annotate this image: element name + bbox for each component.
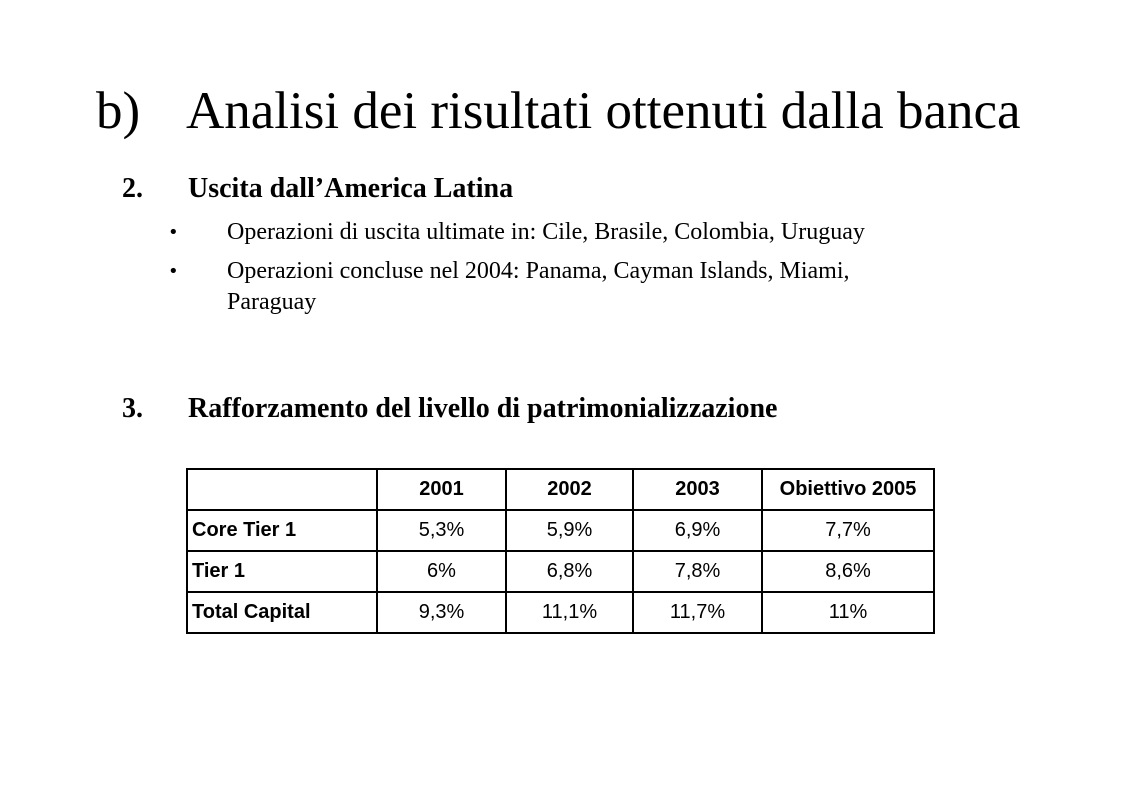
table-cell: 11%: [762, 592, 934, 633]
table-cell: 6%: [377, 551, 506, 592]
row-label: Total Capital: [187, 592, 377, 633]
table-cell: 5,9%: [506, 510, 633, 551]
section-2-number: 2.: [122, 173, 143, 204]
table-cell: 7,7%: [762, 510, 934, 551]
bullet-dot-icon: •: [168, 222, 179, 243]
table-cell: 11,7%: [633, 592, 762, 633]
table-row: [187, 510, 934, 551]
row-label: Tier 1: [187, 551, 377, 592]
slide-title-label: b): [96, 82, 141, 140]
bullet-text: Operazioni di uscita ultimate in: Cile, Brasile, Colombia, Uruguay: [227, 219, 865, 245]
table-cell: 7,8%: [633, 551, 762, 592]
table-header-cell: [187, 469, 377, 510]
section-2-title: Uscita dall’America Latina: [188, 173, 514, 204]
row-label: Core Tier 1: [187, 510, 377, 551]
table-header-cell: Obiettivo 2005: [762, 469, 934, 510]
table-header-cell: 2002: [506, 469, 633, 510]
bullet-text: Operazioni concluse nel 2004: Panama, Cayman Islands, Miami, Paraguay: [227, 258, 850, 315]
section-3-heading: [122, 392, 777, 426]
table-header-row: [187, 469, 934, 510]
section-2-heading: [122, 172, 513, 206]
section-3-title: Rafforzamento del livello di patrimonializzazione: [188, 393, 778, 424]
slide-title-text: Analisi dei risultati ottenuti dalla banca: [186, 82, 1021, 140]
table-cell: 6,8%: [506, 551, 633, 592]
section-3-number: 3.: [122, 393, 143, 424]
table-row: [187, 592, 934, 633]
slide-title: [96, 80, 1021, 142]
capital-ratios-table: [186, 468, 935, 634]
table-row: [187, 551, 934, 592]
table-cell: 6,9%: [633, 510, 762, 551]
table-header-cell: 2003: [633, 469, 762, 510]
table-cell: 11,1%: [506, 592, 633, 633]
bullet-dot-icon: •: [168, 261, 179, 282]
table-cell: 9,3%: [377, 592, 506, 633]
table-header-cell: 2001: [377, 469, 506, 510]
table-cell: 5,3%: [377, 510, 506, 551]
table-cell: 8,6%: [762, 551, 934, 592]
